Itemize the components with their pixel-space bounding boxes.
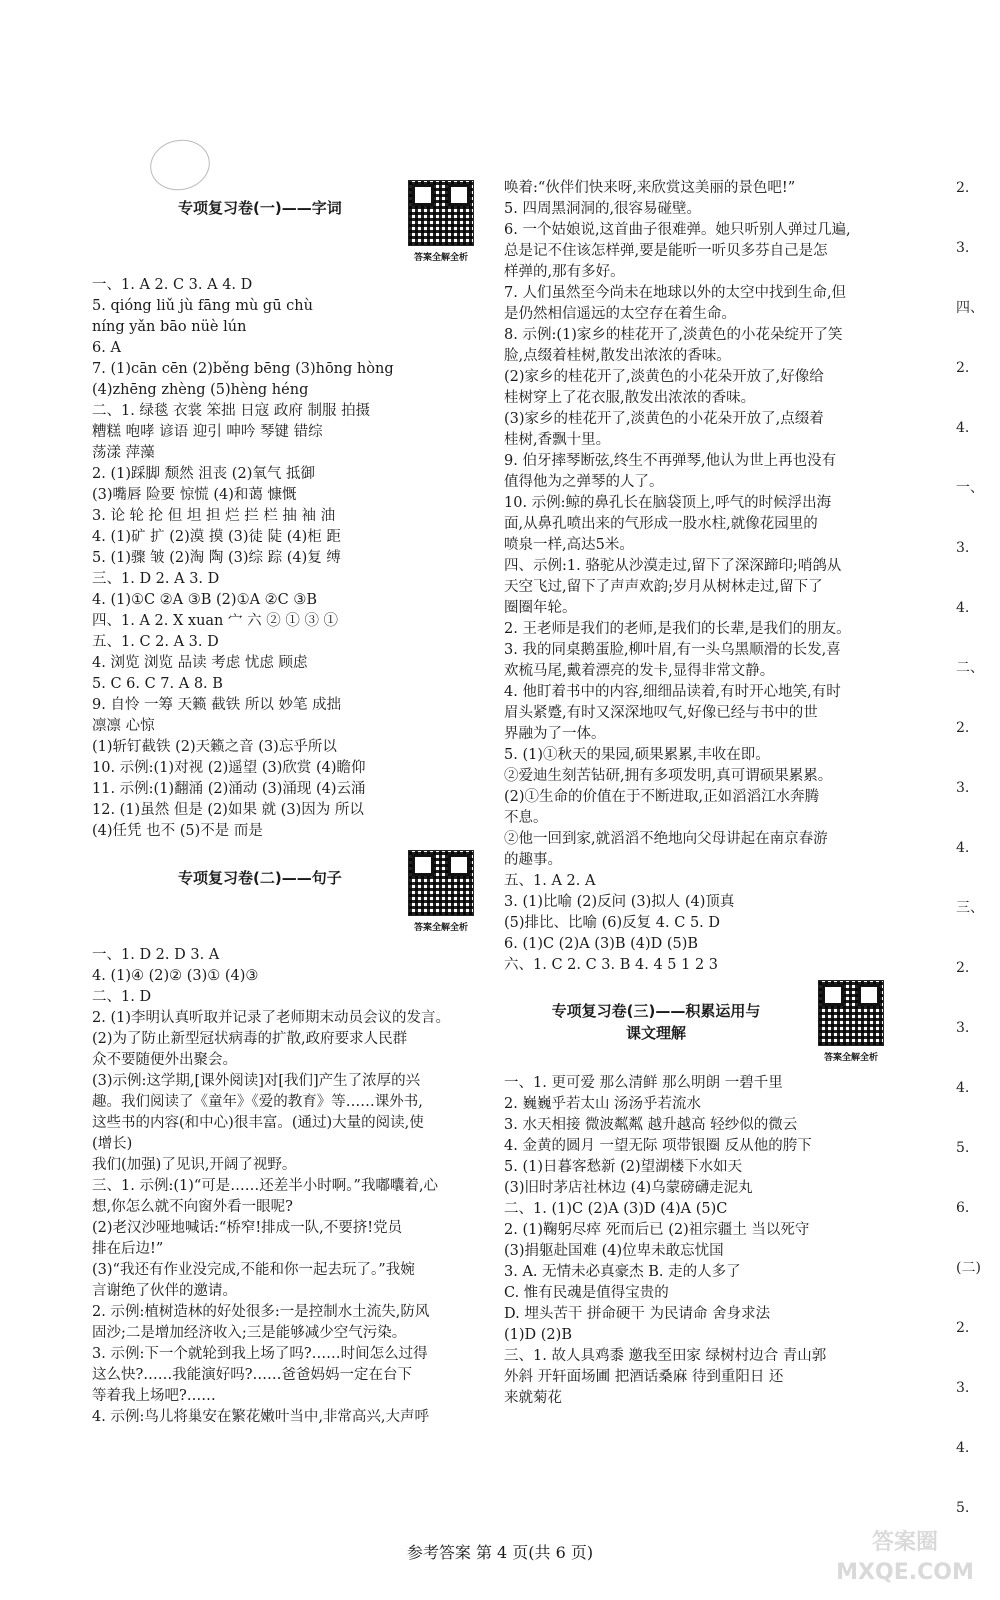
answer-line: 桂树,香飘十里。 bbox=[504, 432, 611, 448]
edge-item: 4. bbox=[956, 840, 970, 856]
edge-item: 4. bbox=[956, 1080, 970, 1096]
answer-line: 4. 浏览 浏览 品读 考虑 忧虑 顾虑 bbox=[92, 655, 308, 671]
answer-line: (2)家乡的桂花开了,淡黄色的小花朵开放了,好像给 bbox=[504, 369, 824, 385]
edge-item: 四、 bbox=[956, 300, 984, 316]
answer-line: 2. 王老师是我们的老师,是我们的长辈,是我们的朋友。 bbox=[504, 621, 851, 637]
answer-line: 不息。 bbox=[504, 810, 548, 826]
answer-line: 三、1. 示例:(1)“可是……还差半小时啊。”我嘟囔着,心 bbox=[92, 1178, 439, 1194]
answer-line: (4)任凭 也不 (5)不是 而是 bbox=[92, 823, 263, 839]
answer-line: 喷泉一样,高达5米。 bbox=[504, 537, 634, 553]
edge-item: 6. bbox=[956, 1200, 970, 1216]
answer-line: 3. 我的同桌鹅蛋脸,柳叶眉,有一头乌黑顺滑的长发,喜 bbox=[504, 642, 841, 658]
answer-line: 二、1. (1)C (2)A (3)D (4)A (5)C bbox=[504, 1201, 728, 1217]
answer-line: 2. 示例:植树造林的好处很多:一是控制水土流失,防风 bbox=[92, 1304, 430, 1320]
answer-line: 值得他为之弹琴的人了。 bbox=[504, 474, 664, 490]
answer-line: 3. (1)比喻 (2)反问 (3)拟人 (4)顶真 bbox=[504, 894, 735, 910]
answer-line: 唤着:“伙伴们快来呀,来欣赏这美丽的景色吧!” bbox=[504, 180, 796, 196]
answer-line: 11. 示例:(1)翻涌 (2)涌动 (3)涌现 (4)云涌 bbox=[92, 781, 366, 797]
edge-item: 一、 bbox=[956, 480, 984, 496]
answer-line: 10. 示例:鲸的鼻孔长在脑袋顶上,呼气的时候浮出海 bbox=[504, 495, 832, 511]
right-edge-fragment bbox=[956, 178, 996, 1558]
answer-line: 6. (1)C (2)A (3)B (4)D (5)B bbox=[504, 936, 699, 952]
answer-line: 界融为了一体。 bbox=[504, 726, 606, 742]
edge-item: 3. bbox=[956, 780, 970, 796]
edge-item: 2. bbox=[956, 360, 970, 376]
answer-line: 桂树穿上了花衣服,散发出浓浓的香味。 bbox=[504, 390, 756, 406]
answer-line: 7. (1)cān cēn (2)běng bēng (3)hōng hòng bbox=[92, 361, 394, 377]
section-2-continued bbox=[504, 178, 894, 976]
answer-line: 外斜 开轩面场圃 把酒话桑麻 待到重阳日 还 bbox=[504, 1369, 784, 1385]
qr-block-1 bbox=[398, 180, 484, 269]
edge-item: 4. bbox=[956, 1440, 970, 1456]
answer-line: 3. A. 无情未必真豪杰 B. 走的人多了 bbox=[504, 1264, 741, 1280]
qr-caption: 答案全解全析 bbox=[823, 1053, 878, 1063]
answer-line: 12. (1)虽然 但是 (2)如果 就 (3)因为 所以 bbox=[92, 802, 364, 818]
answer-line: 2. 巍巍乎若太山 汤汤乎若流水 bbox=[504, 1096, 702, 1112]
answer-line: (3)家乡的桂花开了,淡黄色的小花朵开放了,点缀着 bbox=[504, 411, 824, 427]
edge-item: 2. bbox=[956, 180, 970, 196]
answer-line: 5. qióng liǔ jù fāng mù gū chù bbox=[92, 298, 313, 314]
answer-line: C. 惟有民魂是值得宝贵的 bbox=[504, 1285, 669, 1301]
qr-code-icon bbox=[408, 180, 474, 246]
answer-line: 欢梳马尾,戴着漂亮的发卡,显得非常文静。 bbox=[504, 663, 775, 679]
answer-line: 四、示例:1. 骆驼从沙漠走过,留下了深深蹄印;哨鸽从 bbox=[504, 558, 842, 574]
answer-line: 糟糕 咆哮 谚语 迎引 呻吟 琴键 错综 bbox=[92, 424, 323, 440]
edge-item: 5. bbox=[956, 1140, 970, 1156]
answer-line: 是仍然相信遥远的太空存在着生命。 bbox=[504, 306, 736, 322]
left-column bbox=[92, 178, 484, 1428]
edge-item: 3. bbox=[956, 1380, 970, 1396]
answer-line: 5. (1)①秋天的果园,硕果累累,丰收在即。 bbox=[504, 747, 770, 763]
answer-line: (3)“我还有作业没完成,不能和你一起去玩了。”我婉 bbox=[92, 1262, 415, 1278]
qr-block-3 bbox=[808, 980, 894, 1069]
answer-line: 趣。我们阅读了《童年》《爱的教育》等……课外书, bbox=[92, 1094, 423, 1110]
answer-line: 3. 水天相接 微波粼粼 越升越高 轻纱似的微云 bbox=[504, 1117, 798, 1133]
edge-item: 5. bbox=[956, 1500, 970, 1516]
answer-line: 8. 示例:(1)家乡的桂花开了,淡黄色的小花朵绽开了笑 bbox=[504, 327, 843, 343]
answer-line: (4)zhēng zhèng (5)hèng héng bbox=[92, 382, 309, 398]
answer-line: (3)示例:这学期,[课外阅读]对[我们]产生了浓厚的兴 bbox=[92, 1073, 421, 1089]
answer-line: (2)①生命的价值在于不断进取,正如滔滔江水奔腾 bbox=[504, 789, 820, 805]
answer-line: (3)旧时茅店社林边 (4)乌蒙磅礴走泥丸 bbox=[504, 1180, 753, 1196]
answer-line: 2. (1)踩脚 颓然 沮丧 (2)氧气 抵御 bbox=[92, 466, 315, 482]
qr-caption: 答案全解全析 bbox=[413, 923, 468, 933]
answer-line: 10. 示例:(1)对视 (2)遥望 (3)欣赏 (4)瞻仰 bbox=[92, 760, 366, 776]
answer-line: 5. (1)骤 皱 (2)淘 陶 (3)综 踪 (4)复 缚 bbox=[92, 550, 341, 566]
answer-line: (1)D (2)B bbox=[504, 1327, 572, 1343]
answer-line: 这么快?……我能演好吗?……爸爸妈妈一定在台下 bbox=[92, 1367, 413, 1383]
answer-line: 6. 一个姑娘说,这首曲子很难弹。她只听别人弹过几遍, bbox=[504, 222, 851, 238]
answer-line: 二、1. D bbox=[92, 989, 152, 1005]
section-2-body bbox=[92, 945, 484, 1428]
edge-item: 2. bbox=[956, 1320, 970, 1336]
answer-line: 5. C 6. C 7. A 8. B bbox=[92, 676, 223, 692]
answer-line: 三、1. 故人具鸡黍 邀我至田家 绿树村边合 青山郭 bbox=[504, 1348, 827, 1364]
answer-line: 六、1. C 2. C 3. B 4. 4 5 1 2 3 bbox=[504, 957, 719, 973]
section-1-body bbox=[92, 275, 484, 842]
edge-item: 2. bbox=[956, 720, 970, 736]
edge-item: 3. bbox=[956, 1020, 970, 1036]
qr-block-2 bbox=[398, 850, 484, 939]
answer-line: 四、1. A 2. X xuan 宀 六 ② ① ③ ① bbox=[92, 613, 339, 629]
answer-line: ②爱迪生刻苦钻研,拥有多项发明,真可谓硕果累累。 bbox=[504, 768, 833, 784]
section-2-title: 专项复习卷(二)——句子 bbox=[178, 869, 342, 887]
edge-item: 4. bbox=[956, 600, 970, 616]
answer-line: 言谢绝了伙伴的邀请。 bbox=[92, 1283, 237, 1299]
answer-line: 的趣事。 bbox=[504, 852, 562, 868]
section-3-title-line-2: 课文理解 bbox=[625, 1024, 686, 1042]
middle-column bbox=[504, 178, 894, 1409]
answer-line: (3)嘴唇 险要 惊慌 (4)和蔼 慷慨 bbox=[92, 487, 297, 503]
answer-line: 5. 四周黑洞洞的,很容易碰壁。 bbox=[504, 201, 702, 217]
answer-line: 4. (1)①C ②A ③B (2)①A ②C ③B bbox=[92, 592, 318, 608]
answer-line: 五、1. A 2. A bbox=[504, 873, 596, 889]
answer-line: 4. 金黄的圆月 一望无际 项带银圈 反从他的胯下 bbox=[504, 1138, 812, 1154]
answer-line: 4. (1)矿 扩 (2)漠 摸 (3)徒 陡 (4)柜 距 bbox=[92, 529, 341, 545]
section-3-body bbox=[504, 1073, 894, 1409]
answer-line: 样弹的,那有多好。 bbox=[504, 264, 625, 280]
answer-line: 3. 示例:下一个就轮到我上场了吗?……时间怎么过得 bbox=[92, 1346, 428, 1362]
answer-line: 这些书的内容(和中心)很丰富。(通过)大量的阅读,使 bbox=[92, 1115, 424, 1131]
section-3-header bbox=[504, 980, 894, 1069]
section-1-header bbox=[92, 180, 484, 269]
answer-line: (1)斩钉截铁 (2)天籁之音 (3)忘乎所以 bbox=[92, 739, 337, 755]
answer-line: 固沙;二是增加经济收入;三是能够减少空气污染。 bbox=[92, 1325, 407, 1341]
answer-line: (5)排比、比喻 (6)反复 4. C 5. D bbox=[504, 915, 721, 931]
answer-line: 一、1. A 2. C 3. A 4. D bbox=[92, 277, 253, 293]
answer-line: 4. (1)④ (2)② (3)① (4)③ bbox=[92, 968, 259, 984]
edge-item: 3. bbox=[956, 540, 970, 556]
answer-line: 一、1. D 2. D 3. A bbox=[92, 947, 220, 963]
answer-line: (增长) bbox=[92, 1136, 133, 1152]
section-1-title: 专项复习卷(一)——字词 bbox=[178, 199, 342, 217]
qr-code-icon bbox=[818, 980, 884, 1046]
answer-line: 我们(加强)了见识,开阔了视野。 bbox=[92, 1157, 297, 1173]
answer-line: 2. (1)李明认真听取并记录了老师期末动员会议的发言。 bbox=[92, 1010, 450, 1026]
edge-item: 三、 bbox=[956, 900, 984, 916]
answer-line: 排在后边!” bbox=[92, 1241, 164, 1257]
answer-line: 5. (1)日暮客愁新 (2)望湖楼下水如天 bbox=[504, 1159, 743, 1175]
answer-line: 凛凛 心惊 bbox=[92, 718, 155, 734]
answer-line: 天空飞过,留下了声声欢韵;岁月从树林走过,留下了 bbox=[504, 579, 823, 595]
answer-line: 来就菊花 bbox=[504, 1390, 562, 1406]
answer-line: 想,你怎么就不向窗外看一眼呢? bbox=[92, 1199, 293, 1215]
answer-line: ②他一回到家,就滔滔不绝地向父母讲起在南京春游 bbox=[504, 831, 828, 847]
answer-line: 等着我上场吧?…… bbox=[92, 1388, 216, 1404]
answer-line: 6. A bbox=[92, 340, 121, 356]
answer-line: níng yǎn bāo nüè lún bbox=[92, 319, 247, 335]
edge-item: (二) bbox=[956, 1260, 981, 1276]
answer-line: (3)捐躯赴国难 (4)位卑未敢忘忧国 bbox=[504, 1243, 724, 1259]
answer-line: 4. 示例:鸟儿将巢安在繁花嫩叶当中,非常高兴,大声呼 bbox=[92, 1409, 430, 1425]
answer-line: 3. 论 轮 抡 但 坦 担 烂 拦 栏 抽 袖 油 bbox=[92, 508, 336, 524]
answer-line: (2)为了防止新型冠状病毒的扩散,政府要求人民群 bbox=[92, 1031, 408, 1047]
answer-line: (2)老汉沙哑地喊话:“桥窄!排成一队,不要挤!党员 bbox=[92, 1220, 403, 1236]
qr-code-icon bbox=[408, 850, 474, 916]
answer-line: 荡漾 萍藻 bbox=[92, 445, 155, 461]
answer-line: 五、1. C 2. A 3. D bbox=[92, 634, 219, 650]
answer-line: 9. 自怜 一筹 天籁 截铁 所以 妙笔 成拙 bbox=[92, 697, 342, 713]
answer-line: D. 埋头苦干 拼命硬干 为民请命 舍身求法 bbox=[504, 1306, 771, 1322]
section-3-title bbox=[504, 980, 808, 1044]
qr-caption: 答案全解全析 bbox=[413, 253, 468, 263]
answer-line: 二、1. 绿毯 衣裳 笨拙 日寇 政府 制服 拍摄 bbox=[92, 403, 371, 419]
answer-line: 总是记不住该怎样弹,要是能听一听贝多芬自己是怎 bbox=[504, 243, 828, 259]
edge-item: 3. bbox=[956, 240, 970, 256]
edge-item: 4. bbox=[956, 420, 970, 436]
answer-line: 眉头紧蹙,有时又深深地叹气,好像已经与书中的世 bbox=[504, 705, 818, 721]
edge-item: 二、 bbox=[956, 660, 984, 676]
answer-line: 三、1. D 2. A 3. D bbox=[92, 571, 220, 587]
answer-line: 众不要随便外出聚会。 bbox=[92, 1052, 237, 1068]
answer-line: 4. 他盯着书中的内容,细细品读着,有时开心地笑,有时 bbox=[504, 684, 841, 700]
edge-item: 2. bbox=[956, 960, 970, 976]
answer-line: 2. (1)鞠躬尽瘁 死而后已 (2)祖宗疆土 当以死守 bbox=[504, 1222, 810, 1238]
answer-line: 面,从鼻孔喷出来的气形成一股水柱,就像花园里的 bbox=[504, 516, 818, 532]
page-footer: 参考答案 第 4 页(共 6 页) bbox=[406, 1543, 594, 1562]
section-3-title-line-1: 专项复习卷(三)——积累运用与 bbox=[551, 1002, 761, 1020]
section-2-header bbox=[92, 850, 484, 939]
answer-line: 9. 伯牙摔琴断弦,终生不再弹琴,他认为世上再也没有 bbox=[504, 453, 837, 469]
answer-line: 圈圈年轮。 bbox=[504, 600, 577, 616]
answer-line: 一、1. 更可爱 那么清鲜 那么明朗 一碧千里 bbox=[504, 1075, 783, 1091]
watermark-logo: 答案圈 MXQE.COM bbox=[836, 1530, 974, 1585]
answer-line: 脸,点缀着桂树,散发出浓浓的香味。 bbox=[504, 348, 731, 364]
answer-line: 7. 人们虽然至今尚未在地球以外的太空中找到生命,但 bbox=[504, 285, 847, 301]
